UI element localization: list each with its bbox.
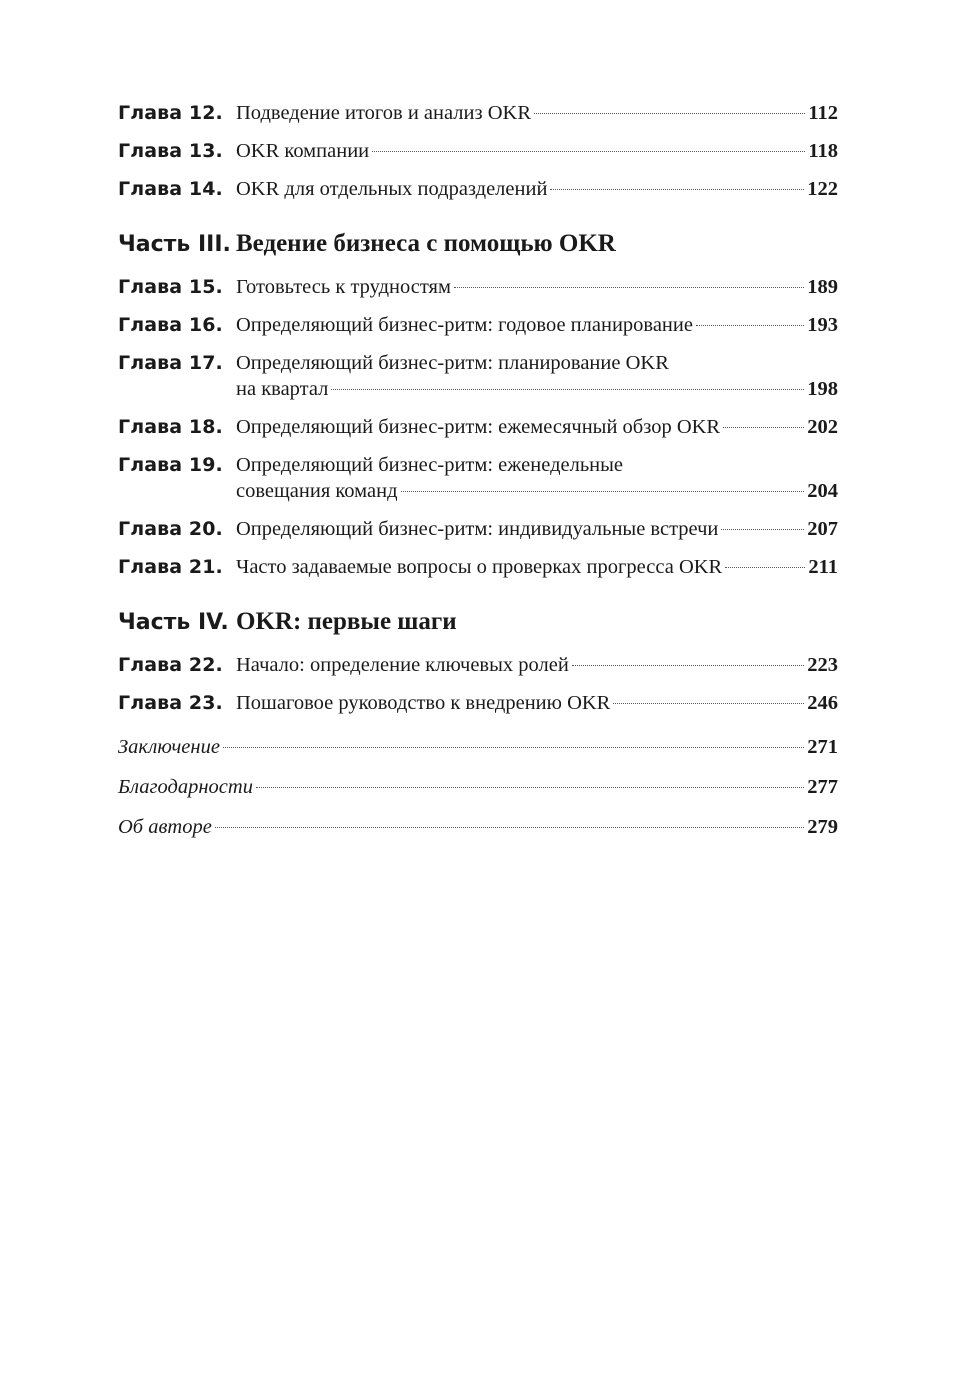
dot-leader bbox=[372, 151, 805, 152]
chapter-title: OKR для отдельных подразделений bbox=[236, 178, 548, 200]
dot-leader bbox=[723, 427, 804, 428]
chapter-body bbox=[236, 452, 838, 504]
part-heading bbox=[118, 608, 838, 636]
toc-entry bbox=[118, 350, 838, 402]
page-number: 118 bbox=[808, 140, 838, 162]
toc-entry bbox=[118, 312, 838, 338]
page-number: 277 bbox=[807, 776, 838, 798]
toc-entry bbox=[118, 176, 838, 202]
chapter-label: Глава 19. bbox=[118, 454, 223, 476]
chapters-section-part3 bbox=[118, 274, 838, 580]
chapter-body bbox=[236, 274, 838, 300]
chapter-line bbox=[236, 274, 838, 300]
chapter-label: Глава 22. bbox=[118, 654, 223, 676]
dot-leader bbox=[454, 287, 804, 288]
chapter-label: Глава 14. bbox=[118, 178, 223, 200]
chapter-body bbox=[236, 312, 838, 338]
toc-entry bbox=[118, 100, 838, 126]
chapter-body bbox=[236, 138, 838, 164]
chapter-label: Глава 18. bbox=[118, 416, 223, 438]
chapter-title: OKR компании bbox=[236, 140, 370, 162]
chapter-line bbox=[236, 376, 838, 402]
back-matter-section bbox=[118, 734, 838, 840]
chapters-section-part4 bbox=[118, 652, 838, 716]
dot-leader bbox=[401, 491, 805, 492]
chapter-title: Подведение итогов и анализ OKR bbox=[236, 102, 531, 124]
part-title: Ведение бизнеса с помощью OKR bbox=[236, 230, 616, 257]
toc-entry bbox=[118, 414, 838, 440]
chapter-line bbox=[236, 516, 838, 542]
chapter-title: Определяющий бизнес-ритм: индивидуальные встречи bbox=[236, 518, 719, 540]
dot-leader bbox=[215, 827, 804, 828]
chapter-label: Глава 13. bbox=[118, 140, 223, 162]
chapter-label: Глава 20. bbox=[118, 518, 223, 540]
page-number: 202 bbox=[807, 416, 838, 438]
chapter-title: совещания команд bbox=[236, 480, 398, 502]
dot-leader bbox=[256, 787, 804, 788]
chapter-label: Глава 12. bbox=[118, 102, 223, 124]
chapter-title: Определяющий бизнес-ритм: еженедельные bbox=[236, 454, 624, 476]
chapter-body bbox=[236, 176, 838, 202]
chapter-label: Глава 15. bbox=[118, 276, 223, 298]
toc-entry bbox=[118, 652, 838, 678]
chapter-line bbox=[236, 176, 838, 202]
back-matter-title: Благодарности bbox=[118, 776, 253, 798]
chapter-title: Определяющий бизнес-ритм: годовое планирование bbox=[236, 314, 693, 336]
table-of-contents bbox=[118, 100, 838, 854]
page-number: 207 bbox=[807, 518, 838, 540]
part-heading bbox=[118, 230, 838, 258]
chapter-body bbox=[236, 414, 838, 440]
dot-leader bbox=[613, 703, 804, 704]
chapter-label: Глава 23. bbox=[118, 692, 223, 714]
part-label: Часть IV. bbox=[118, 610, 229, 635]
dot-leader bbox=[721, 529, 804, 530]
chapter-title: Определяющий бизнес-ритм: ежемесячный обзор OKR bbox=[236, 416, 721, 438]
chapter-body bbox=[236, 350, 838, 402]
back-matter-entry bbox=[118, 814, 838, 840]
chapter-line bbox=[236, 652, 838, 678]
chapter-body bbox=[236, 100, 838, 126]
part-label: Часть III. bbox=[118, 232, 231, 257]
back-matter-entry bbox=[118, 734, 838, 760]
chapter-title: Определяющий бизнес-ритм: планирование OKR bbox=[236, 352, 669, 374]
chapter-line bbox=[236, 452, 838, 478]
chapter-label: Глава 16. bbox=[118, 314, 223, 336]
back-matter-entry bbox=[118, 774, 838, 800]
page-number: 279 bbox=[807, 816, 838, 838]
page-number: 193 bbox=[807, 314, 838, 336]
toc-entry bbox=[118, 274, 838, 300]
dot-leader bbox=[572, 665, 804, 666]
dot-leader bbox=[223, 747, 804, 748]
page-number: 271 bbox=[807, 736, 838, 758]
toc-entry bbox=[118, 690, 838, 716]
toc-entry bbox=[118, 516, 838, 542]
page-number: 122 bbox=[807, 178, 838, 200]
chapter-body bbox=[236, 690, 838, 716]
chapter-title: Готовьтесь к трудностям bbox=[236, 276, 451, 298]
dot-leader bbox=[696, 325, 804, 326]
chapter-label: Глава 17. bbox=[118, 352, 223, 374]
chapter-label: Глава 21. bbox=[118, 556, 223, 578]
toc-entry bbox=[118, 554, 838, 580]
page-number: 189 bbox=[807, 276, 838, 298]
dot-leader bbox=[331, 389, 804, 390]
dot-leader bbox=[550, 189, 804, 190]
part-title: OKR: первые шаги bbox=[236, 608, 457, 635]
chapter-title: Пошаговое руководство к внедрению OKR bbox=[236, 692, 611, 714]
back-matter-title: Заключение bbox=[118, 736, 220, 758]
page-number: 198 bbox=[807, 378, 838, 400]
toc-entry bbox=[118, 452, 838, 504]
chapter-body bbox=[236, 554, 838, 580]
chapters-section-top bbox=[118, 100, 838, 202]
chapter-title: Начало: определение ключевых ролей bbox=[236, 654, 569, 676]
toc-entry bbox=[118, 138, 838, 164]
chapter-line bbox=[236, 100, 838, 126]
dot-leader bbox=[725, 567, 805, 568]
page-number: 246 bbox=[807, 692, 838, 714]
chapter-body bbox=[236, 652, 838, 678]
chapter-line bbox=[236, 138, 838, 164]
chapter-line bbox=[236, 350, 838, 376]
chapter-title: Часто задаваемые вопросы о проверках прогресса OKR bbox=[236, 556, 723, 578]
chapter-line bbox=[236, 478, 838, 504]
chapter-line bbox=[236, 554, 838, 580]
page-number: 211 bbox=[808, 556, 838, 578]
page-number: 204 bbox=[807, 480, 838, 502]
chapter-title: на квартал bbox=[236, 378, 329, 400]
page-number: 223 bbox=[807, 654, 838, 676]
chapter-line bbox=[236, 690, 838, 716]
dot-leader bbox=[534, 113, 805, 114]
page-number: 112 bbox=[808, 102, 838, 124]
chapter-body bbox=[236, 516, 838, 542]
back-matter-title: Об авторе bbox=[118, 816, 212, 838]
chapter-line bbox=[236, 312, 838, 338]
chapter-line bbox=[236, 414, 838, 440]
